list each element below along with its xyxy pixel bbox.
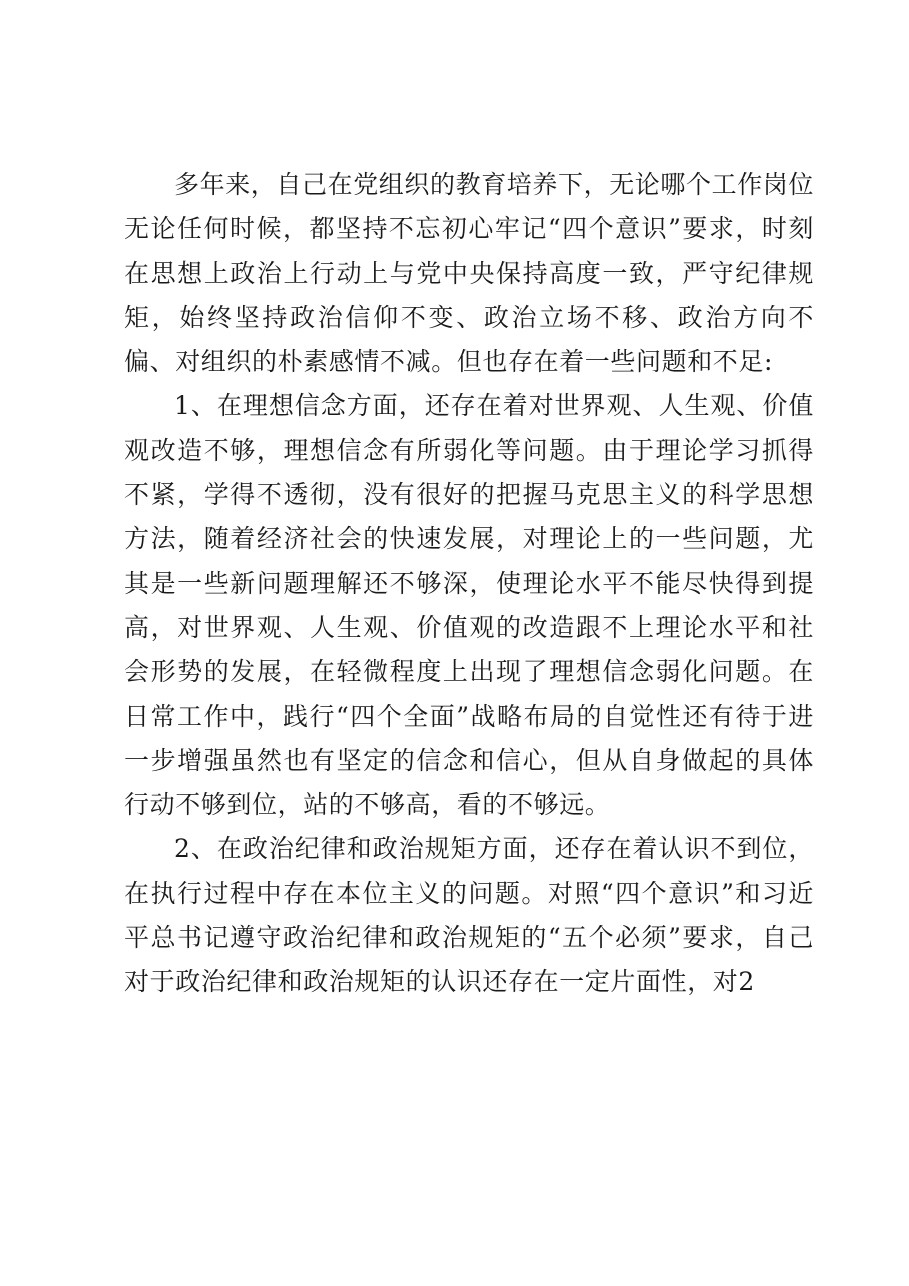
paragraph-political-discipline: 2、在政治纪律和政治规矩方面，还存在着认识不到位，在执行过程中存在本位主义的问题。对照“四个意识”和习近平总书记遵守政治纪律和政治规矩的“五个必须”要求，自己对于政治纪律和政治规矩的认识还存在一定片面性，对2: [124, 834, 814, 997]
document-body: [124, 163, 814, 1005]
paragraph-intro: 多年来，自己在党组织的教育培养下，无论哪个工作岗位无论任何时候，都坚持不忘初心牢记“四个意识”要求，时刻在思想上政治上行动上与党中央保持高度一致，严守纪律规矩，始终坚持政治信仰不变、政治立场不移、政治方向不偏、对组织的朴素感情不减。但也存在着一些问题和不足:: [124, 170, 815, 377]
paragraph-ideals-beliefs: 1、在理想信念方面，还存在着对世界观、人生观、价值观改造不够，理想信念有所弱化等问题。由于理论学习抓得不紧，学得不透彻，没有很好的把握马克思主义的科学思想方法，随着经济社会的快速发展，对理论上的一些问题，尤其是一些新问题理解还不够深，使理论水平不能尽快得到提高，对世界观、人生观、价值观的改造跟不上理论水平和社会形势的发展，在轻微程度上出现了理想信念弱化问题。在日常工作中，践行“四个全面”战略布局的自觉性还有待于进一步增强虽然也有坚定的信念和信心，但从自身做起的具体行动不够到位，站的不够高，看的不够远。: [124, 391, 814, 820]
